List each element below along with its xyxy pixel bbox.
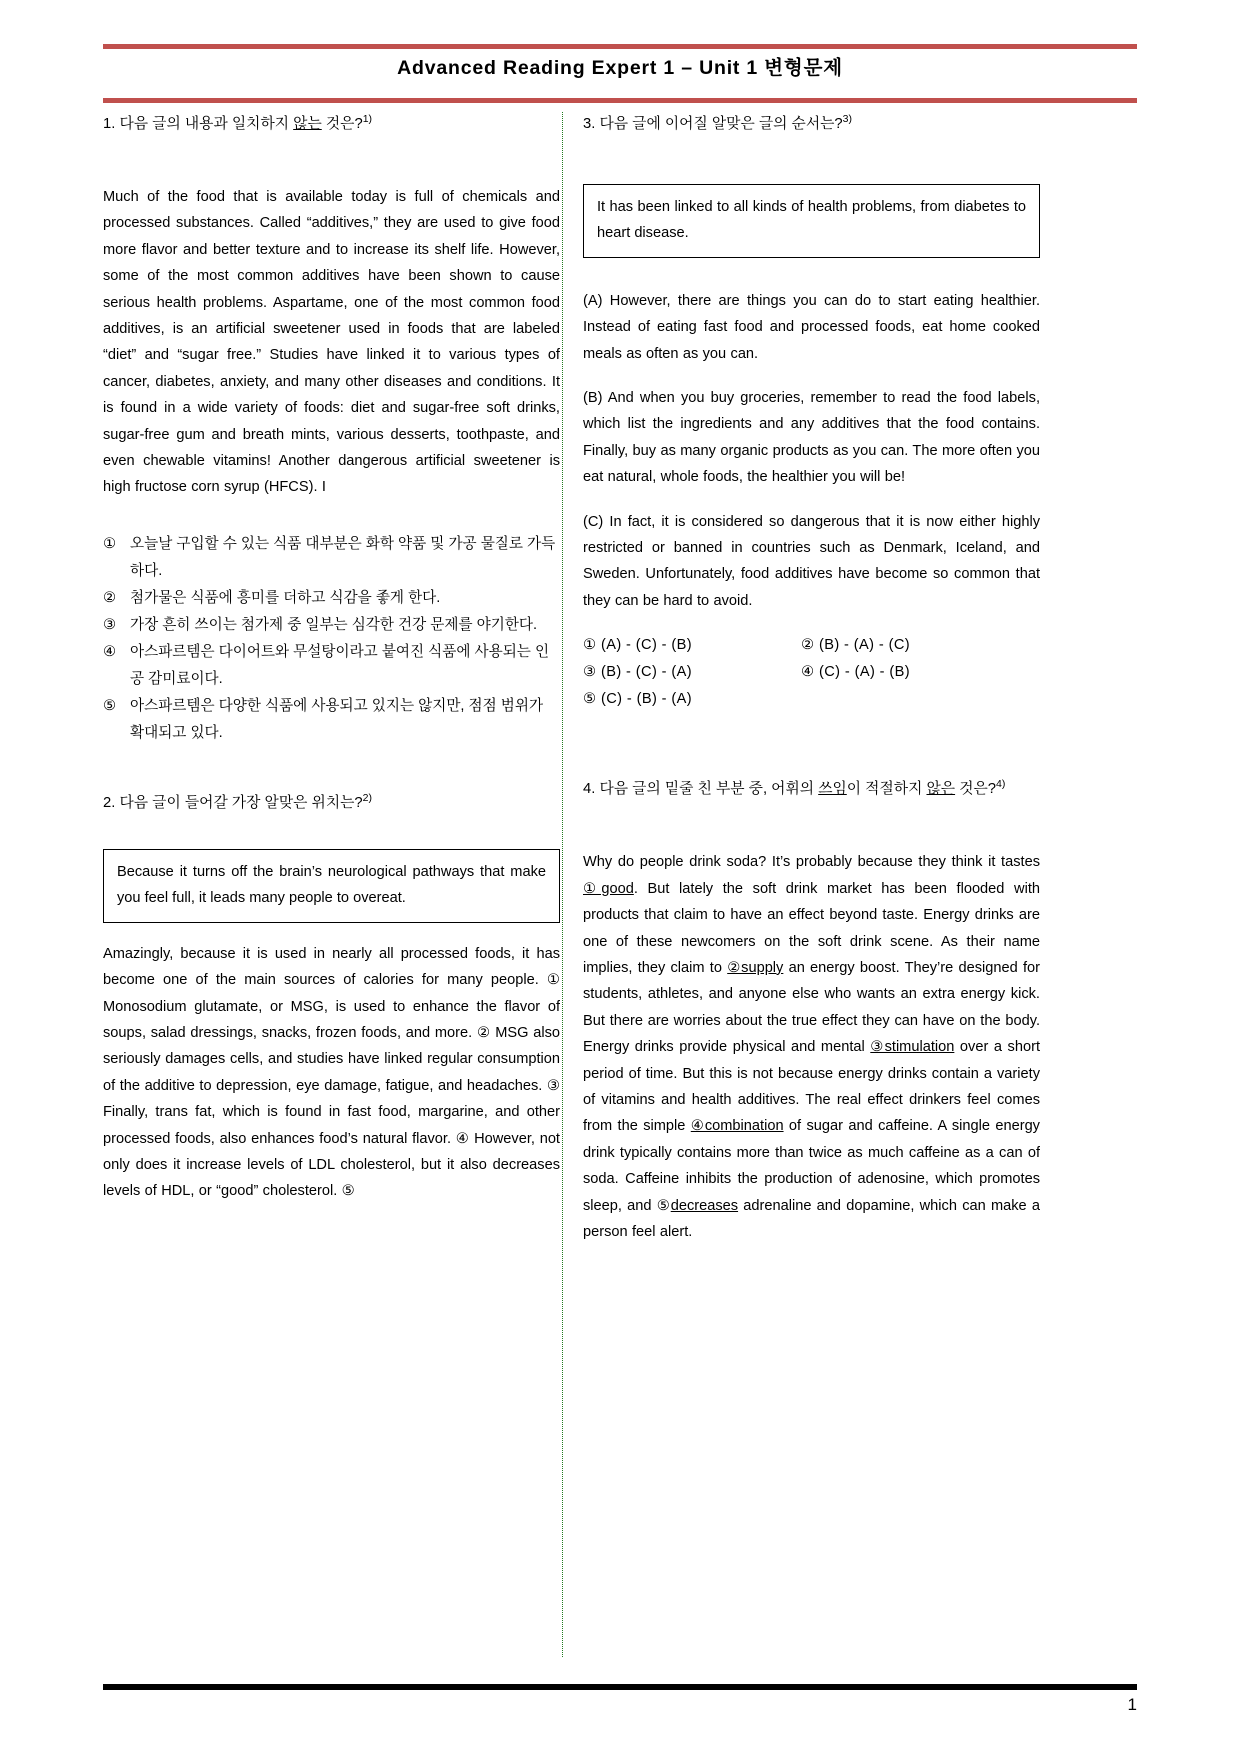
choice-option[interactable]	[103, 693, 560, 747]
passage-text: an energy boost. They’re designed for students, athletes, and anyone else who wants an extra energy kick. But there are worries about the true effect they can have on the body. Energy drinks provide physical and mental	[583, 959, 1040, 1056]
choice-label: 아스파르템은 다양한 식품에 사용되고 있지는 않지만, 점점 범위가 확대되고 있다.	[130, 697, 544, 741]
question-1-prompt-underlined: 않는	[293, 116, 322, 132]
question-3-paragraph-b: (B) And when you buy groceries, remember to read the food labels, which list the ingredients and any additives that the food contains. Finally, buy as many organic products as you can. The more often you eat natural, whole foods, the healthier you will be!	[583, 390, 1040, 486]
passage-text: over a short period of time. But this is not because energy drinks contain a variety of vitamins and health additives. The real effect drinkers feel comes from the simple	[583, 1039, 1040, 1135]
question-3-boxed-sentence: It has been linked to all kinds of health problems, from diabetes to heart disease.	[583, 184, 1040, 258]
question-4-number: 4.	[583, 781, 596, 798]
question-2-number: 2.	[103, 794, 116, 811]
choice-option[interactable]: ② (B) - (A) - (C)	[801, 637, 911, 654]
spacer	[583, 614, 1040, 632]
question-4-prompt-mid: 이 적절하지	[846, 781, 927, 798]
question-1-prompt-after: 것은?	[321, 116, 363, 132]
question-3-prompt: 다음 글에 이어질 알맞은 글의 순서는?	[599, 116, 843, 132]
choice-option[interactable]: ① (A) - (C) - (B)	[583, 637, 693, 654]
question-4-prompt-after: 것은?	[955, 781, 997, 798]
underlined-word-5: decreases	[670, 1197, 739, 1214]
choice-marker: ④	[103, 643, 117, 660]
choice-label: 가장 흔히 쓰이는 첨가제 중 일부는 심각한 건강 문제를 야기한다.	[130, 616, 538, 633]
question-2-passage: Amazingly, because it is used in nearly all processed foods, it has become one of the main sources of calories for many people. ① Monosodium glutamate, or MSG, is used to enhance the flavor of soups, salad dressings, snacks, frozen foods, and more. ② MSG also seriously damages cells, and studies have linked regular consumption of the additive to depression, eye damage, fatigue, and headaches. ③ Finally, trans fat, which is found in fast food, margarine, and other processed foods, also enhances food’s natural flavor. ④ However, not only does it increase levels of LDL cholesterol, but it also decreases levels of HDL, or “good” cholesterol. ⑤	[103, 945, 560, 1200]
header-top-rule	[103, 44, 1137, 49]
underlined-word-3: ③stimulation	[870, 1039, 955, 1056]
question-2-prompt: 다음 글이 들어갈 가장 알맞은 위치는?	[119, 794, 363, 811]
underlined-word-4: ④combination	[690, 1118, 784, 1135]
choice-option[interactable]	[103, 639, 560, 693]
question-2-footnote: 2)	[362, 791, 373, 804]
spacer	[103, 819, 560, 849]
question-4-heading	[583, 777, 1040, 801]
question-3-paragraph-a: (A) However, there are things you can do to start eating healthier. Instead of eating fast food and processed foods, eat home cooked meals as often as you can.	[583, 292, 1040, 362]
question-4-prompt-underlined-2: 않은	[926, 781, 956, 798]
question-3-choices	[583, 632, 1040, 713]
choice-marker: ③	[103, 616, 117, 633]
right-column	[583, 112, 1040, 1632]
spacer	[583, 713, 1040, 777]
column-divider	[562, 112, 563, 1657]
choice-label: 오늘날 구입할 수 있는 식품 대부분은 화학 약품 및 가공 물질로 가득하다.	[130, 535, 556, 579]
question-1-prompt-before: 다음 글의 내용과 일치하지	[119, 116, 294, 132]
spacer	[583, 258, 1040, 288]
question-3-heading	[583, 112, 1040, 136]
choice-marker: ②	[103, 589, 117, 606]
header-bottom-rule	[103, 98, 1137, 103]
choice-option[interactable]	[103, 585, 560, 612]
spacer	[103, 747, 560, 791]
choice-label: 아스파르템은 다이어트와 무설탕이라고 붙여진 식품에 사용되는 인공 감미료이다.	[130, 643, 550, 687]
question-1-footnote: 1)	[362, 113, 373, 126]
question-1-choices	[103, 531, 560, 747]
question-3-number: 3.	[583, 116, 596, 132]
choice-option[interactable]	[103, 531, 560, 585]
question-1-number: 1.	[103, 116, 116, 132]
question-1-passage: Much of the food that is available today is full of chemicals and processed substances. Called “additives,” they are used to give food more flavor and better texture and to increase its shelf life. However, some of the most common additives have been shown to cause serious health problems. Aspartame, one of the most common food additives, is an artificial sweetener used in foods that are labeled “diet” and “sugar free.” Studies have linked it to various types of cancer, diabetes, anxiety, and many other diseases and conditions. It is found in a wide variety of foods: diet and sugar-free soft drinks, sugar-free gum and breath mints, various desserts, toothpaste, and even chewable vitamins! Another dangerous artificial sweetener is high fructose corn syrup (HFCS). I	[103, 189, 560, 496]
footer-rule	[103, 1684, 1137, 1690]
page-title: Advanced Reading Expert 1 – Unit 1 변형문제	[397, 57, 843, 79]
question-1-heading	[103, 112, 560, 136]
spacer	[583, 140, 1040, 184]
choice-option[interactable]: ③ (B) - (C) - (A)	[583, 664, 693, 681]
spacer	[583, 491, 1040, 509]
choice-marker: ①	[103, 535, 117, 552]
question-4-passage	[583, 849, 1040, 1245]
spacer	[583, 805, 1040, 849]
choice-option[interactable]	[103, 612, 560, 639]
underlined-word-1: ①good	[583, 880, 634, 897]
question-4-prompt-before: 다음 글의 밑줄 친 부분 중, 어휘의	[599, 781, 819, 798]
left-column	[103, 112, 560, 1632]
question-3-footnote: 3)	[842, 113, 853, 126]
choice-option[interactable]: ⑤ (C) - (B) - (A)	[583, 691, 693, 708]
spacer	[103, 923, 560, 941]
question-4-footnote: 4)	[996, 778, 1006, 791]
choice-option[interactable]: ④ (C) - (A) - (B)	[801, 664, 911, 681]
passage-text: of sugar and caffeine. A single energy drink typically contains more than twice as much caffeine as a can of soda. Caffeine inhibits the production of adenosine, which promotes sleep, and ⑤	[583, 1118, 1040, 1214]
question-4-prompt-underlined-1: 쓰임	[818, 781, 847, 798]
passage-text: adrenaline and dopamine, which can make a person feel alert.	[583, 1197, 1040, 1240]
choice-marker: ⑤	[103, 697, 117, 714]
choice-spacer	[801, 686, 1040, 713]
spacer	[103, 140, 560, 184]
choice-label: 첨가물은 식품에 흥미를 더하고 식감을 좋게 한다.	[130, 589, 441, 606]
question-2-heading	[103, 791, 560, 815]
spacer	[583, 367, 1040, 385]
underlined-word-2: ②supply	[727, 959, 784, 976]
page-number: 1	[1127, 1695, 1137, 1714]
passage-text: Why do people drink soda? It’s probably because they think it tastes	[583, 854, 1040, 871]
question-2-boxed-sentence: Because it turns off the brain’s neurological pathways that make you feel full, it leads many people to overeat.	[103, 849, 560, 923]
question-3-paragraph-c: (C) In fact, it is considered so dangerous that it is now either highly restricted or banned in countries such as Denmark, Iceland, and Sweden. Unfortunately, food additives have become so common that they can be hard to avoid.	[583, 513, 1040, 609]
passage-text: . But lately the soft drink market has been flooded with products that claim to have an effect beyond taste. Energy drinks are one of these newcomers on the soft drink scene. As their name implies, they claim to	[583, 880, 1040, 976]
spacer	[103, 501, 560, 531]
